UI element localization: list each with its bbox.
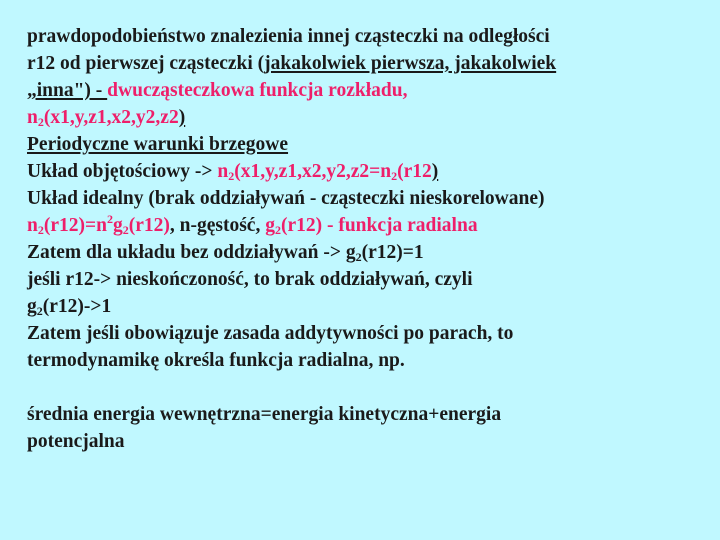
formula-args: (x1,y,z1,x2,y2,z2=n [234, 161, 392, 182]
formula-args: (r12) [128, 215, 170, 236]
formula-subscript: 2 [391, 169, 398, 183]
formula-args: (r12)->1 [42, 296, 112, 317]
formula-n: n [27, 107, 38, 128]
formula-subscript: 2 [228, 169, 235, 183]
text-line-15-content: potencjalna [27, 431, 125, 452]
formula-close-paren: ) [178, 107, 186, 128]
text-line-9-end: (r12)=1 [361, 242, 424, 263]
formula-superscript: 2 [106, 212, 113, 226]
formula-subscript: 2 [37, 115, 44, 129]
text-line-2-start: r12 od pierwszej cząsteczki ( [27, 53, 265, 74]
text-line-15 [27, 428, 695, 455]
text-line-8-middle: , n-gęstość, [169, 215, 266, 236]
text-line-3-highlight: dwucząsteczkowa funkcja rozkładu, [107, 80, 408, 101]
text-line-10-content: jeśli r12-> nieskończoność, to brak oddziaływań, czyli [27, 269, 473, 290]
formula-n: n [217, 161, 229, 182]
text-line-5 [27, 131, 695, 158]
text-line-11 [27, 293, 695, 320]
text-line-1-content: prawdopodobieństwo znalezienia innej cząsteczki na odległości [27, 26, 550, 47]
formula-subscript: 2 [37, 223, 44, 237]
formula-subscript: 2 [274, 223, 281, 237]
text-line-2 [27, 50, 695, 77]
text-line-14 [27, 401, 695, 428]
formula-close-paren: ) [431, 161, 439, 182]
text-line-3-start: „inna") - [27, 80, 108, 101]
text-line-8-end: (r12) - funkcja radialna [280, 215, 478, 236]
text-line-6-start: Układ objętościowy -> [27, 161, 218, 182]
slide-text-block [27, 23, 695, 455]
formula-subscript: 2 [36, 304, 43, 318]
text-line-3 [27, 77, 695, 104]
formula-subscript: 2 [355, 250, 362, 264]
text-line-2-underlined: jakakolwiek pierwsza, jakakolwiek [264, 53, 557, 74]
text-line-7-content: Układ idealny (brak oddziaływań - cząsteczki nieskorelowane) [27, 188, 545, 209]
paragraph-gap [27, 374, 695, 401]
formula-g: g [27, 296, 37, 317]
heading-periodic-boundary: Periodyczne warunki brzegowe [27, 134, 289, 155]
text-line-6 [27, 158, 695, 185]
text-line-7 [27, 185, 695, 212]
formula-g: g [112, 215, 123, 236]
formula-args: (r12)=n [43, 215, 107, 236]
text-line-12 [27, 320, 695, 347]
text-line-14-content: średnia energia wewnętrzna=energia kinetyczna+energia [27, 404, 502, 425]
text-line-13 [27, 347, 695, 374]
text-line-8 [27, 212, 695, 239]
formula-args: (r12 [397, 161, 432, 182]
text-line-1 [27, 23, 695, 50]
text-line-12-content: Zatem jeśli obowiązuje zasada addytywności po parach, to [27, 323, 514, 344]
text-line-9 [27, 239, 695, 266]
formula-subscript: 2 [122, 223, 129, 237]
text-line-9-start: Zatem dla układu bez oddziaływań -> g [27, 242, 356, 263]
text-line-4 [27, 104, 695, 131]
formula-args: (x1,y,z1,x2,y2,z2 [43, 107, 179, 128]
text-line-10 [27, 266, 695, 293]
formula-g: g [265, 215, 275, 236]
text-line-13-content: termodynamikę określa funkcja radialna, np. [27, 350, 405, 371]
formula-n: n [27, 215, 38, 236]
